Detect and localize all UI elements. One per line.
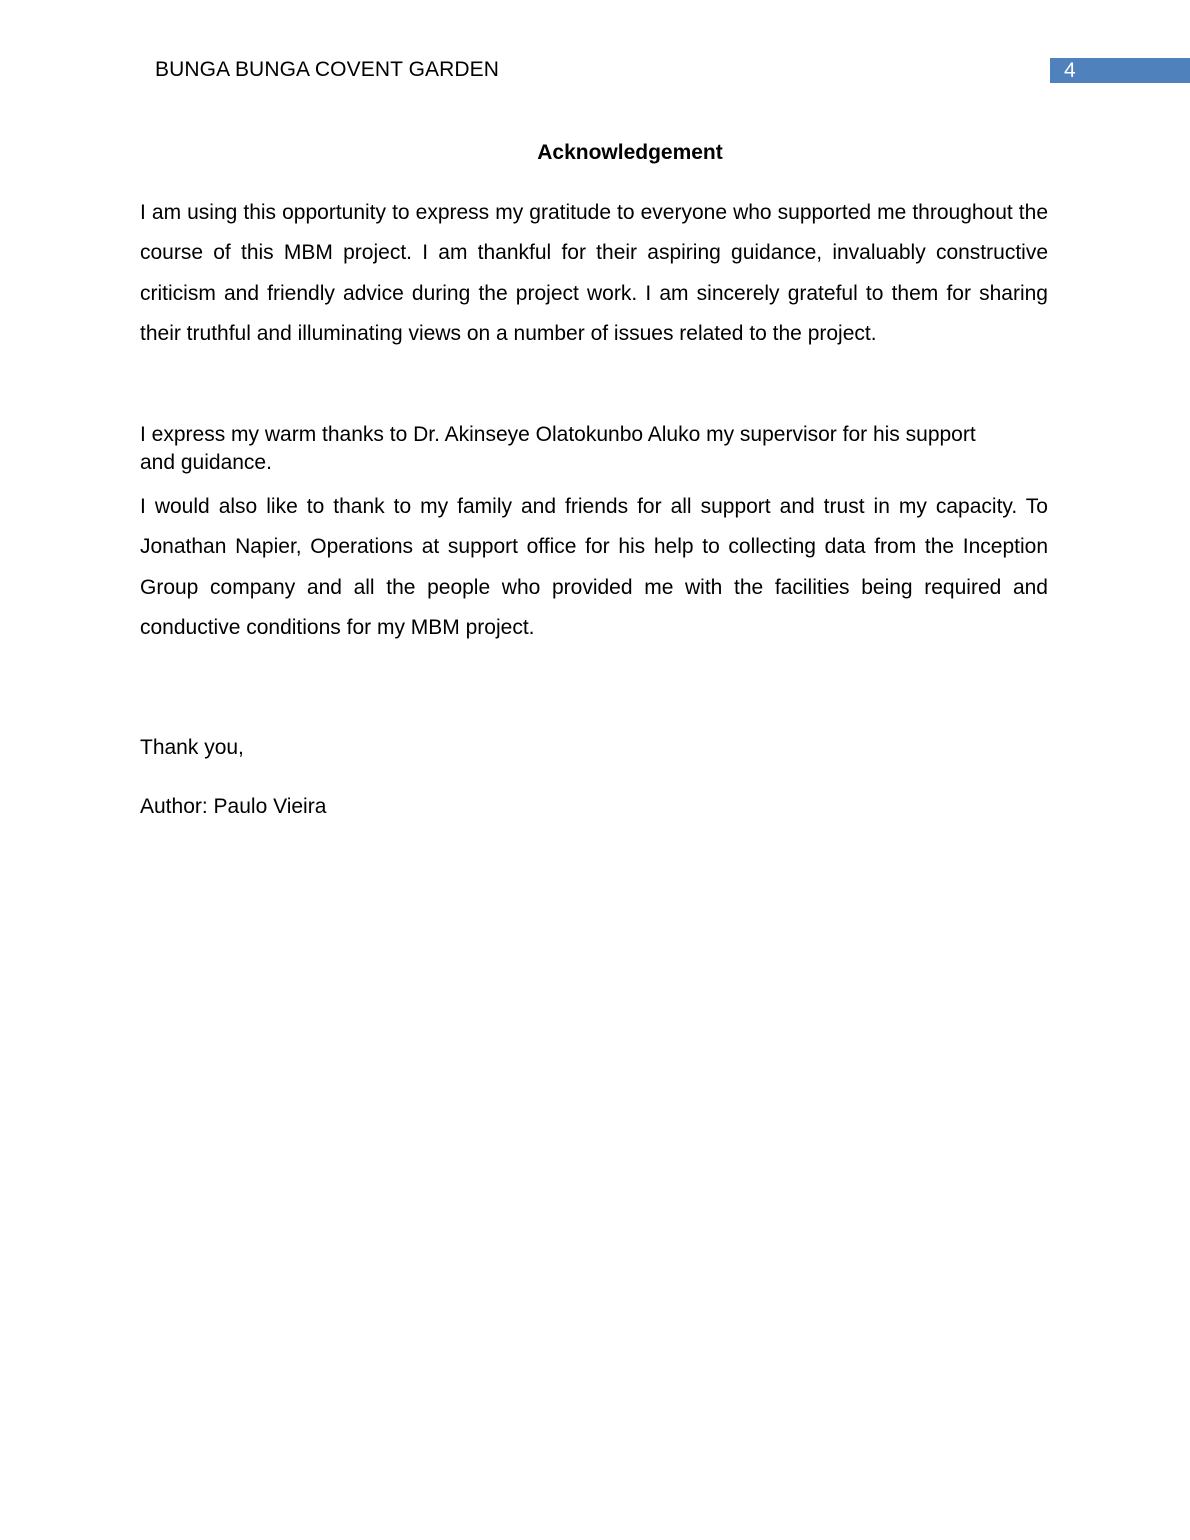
- acknowledgement-paragraph-1: I am using this opportunity to express my gratitude to everyone who supported me throughout the course of this MBM project. I am thankful for their aspiring guidance, invaluably constructive criticism and friendly advice during the project work. I am sincerely grateful to them for sharing their truthful and illuminating views on a number of issues related to the project.: [140, 201, 1048, 345]
- running-header-title: BUNGA BUNGA COVENT GARDEN: [155, 58, 500, 81]
- page-number-badge: [1050, 58, 1190, 83]
- page-number: 4: [1064, 59, 1076, 82]
- closing-line: Thank you,: [140, 736, 244, 759]
- acknowledgement-paragraph-2: I express my warm thanks to Dr. Akinseye Olatokunbo Aluko my supervisor for his support and guidance.: [140, 423, 976, 474]
- acknowledgement-paragraph-3: I would also like to thank to my family and friends for all support and trust in my capacity. To Jonathan Napier, Operations at support office for his help to collecting data from the Inception Group company and all the people who provided me with the facilities being required and conductive conditions for my MBM project.: [140, 495, 1048, 639]
- section-heading: Acknowledgement: [537, 141, 723, 164]
- author-line: Author: Paulo Vieira: [140, 795, 327, 818]
